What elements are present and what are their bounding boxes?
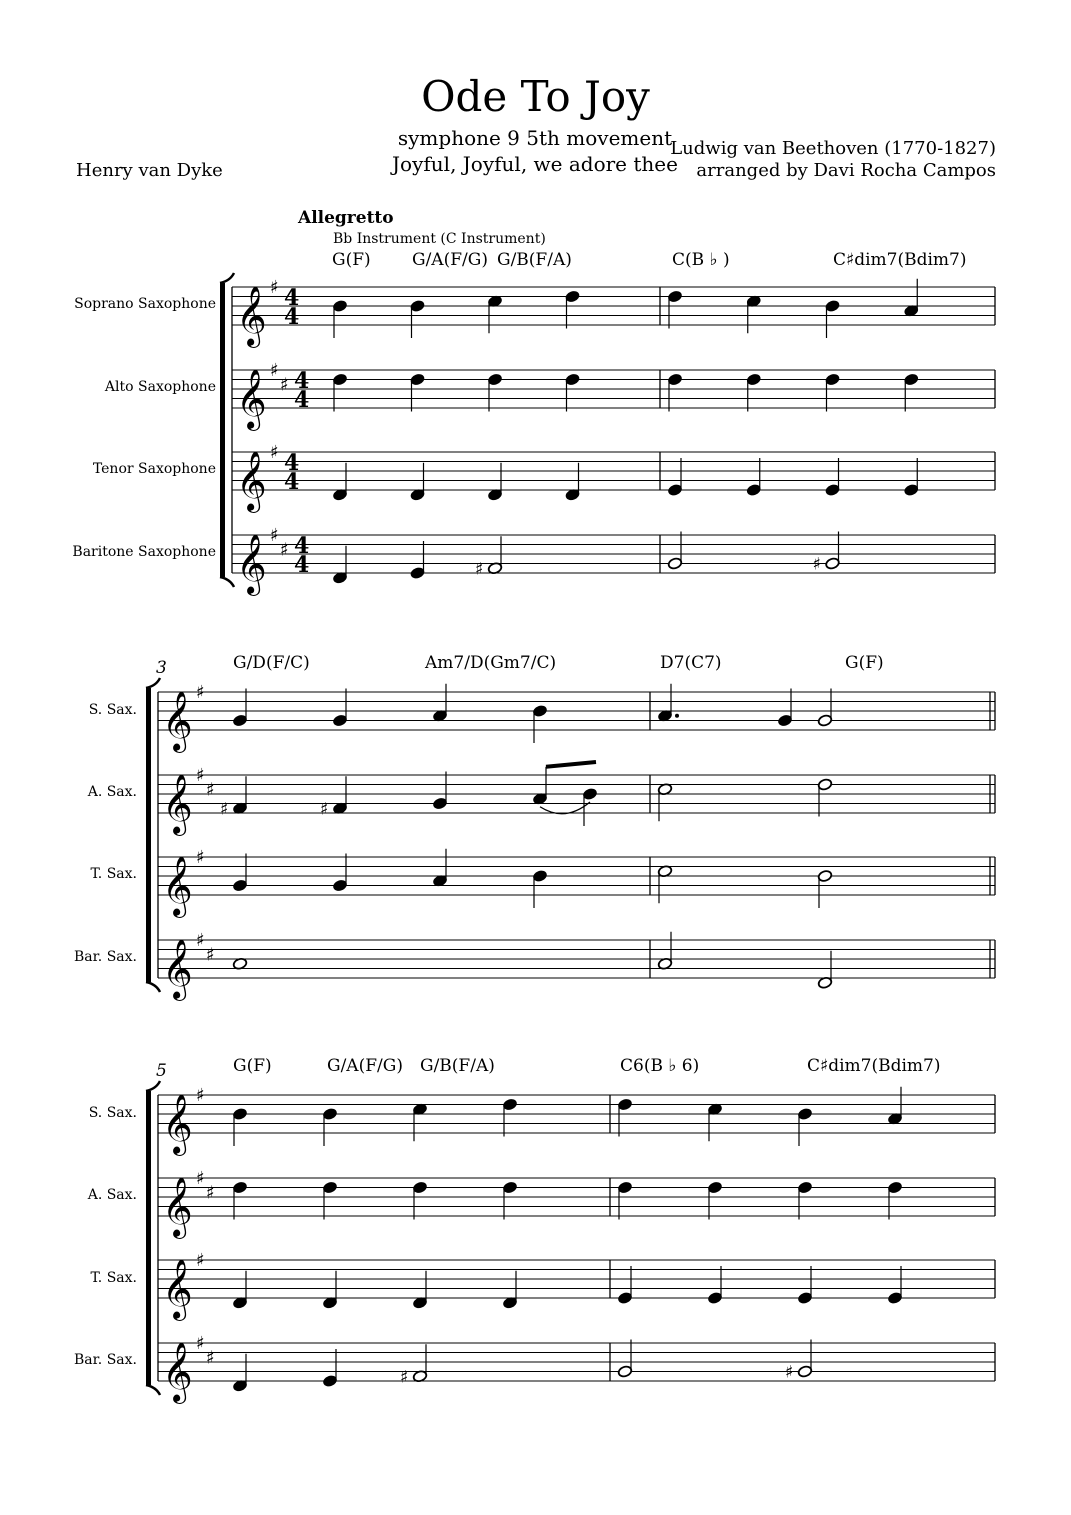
instrument-name: Bar. Sax. — [74, 949, 137, 965]
notehead — [617, 1365, 632, 1378]
tempo-marking: Allegretto — [298, 208, 394, 228]
notehead — [322, 1181, 337, 1194]
bracket-bottom-hook — [146, 982, 160, 992]
bracket-bottom-hook — [146, 1385, 160, 1395]
accidental-sharp: ♯ — [812, 554, 821, 575]
instrument-name: A. Sax. — [87, 784, 137, 800]
notehead — [410, 566, 425, 579]
key-signature-sharp: ♯ — [196, 765, 205, 786]
notehead — [410, 299, 425, 312]
chord-symbol: D7(C7) — [660, 653, 722, 673]
notehead — [825, 299, 840, 312]
treble-clef-icon: 𝄞 — [162, 1177, 193, 1237]
chord-symbol: G/A(F/G) — [327, 1056, 403, 1076]
key-signature-sharp: ♯ — [196, 682, 205, 703]
score-subtitle-1: symphone 9 5th movement — [397, 126, 673, 150]
notehead — [797, 1107, 812, 1120]
notehead — [667, 290, 682, 303]
notehead — [887, 1291, 902, 1304]
chord-symbol: G/A(F/G) — [412, 250, 488, 270]
notehead — [332, 714, 347, 727]
notehead — [797, 1365, 812, 1378]
treble-clef-icon: 𝄞 — [236, 369, 267, 429]
accidental-sharp: ♯ — [320, 799, 329, 820]
notehead — [746, 483, 761, 496]
accidental-sharp: ♯ — [475, 559, 484, 580]
chord-symbol: G/B(F/A) — [420, 1056, 495, 1076]
key-signature-sharp: ♯ — [196, 930, 205, 951]
instrument-name: T. Sax. — [90, 1270, 137, 1286]
bracket-top-hook — [220, 273, 234, 283]
treble-clef-icon: 𝄞 — [162, 1342, 193, 1402]
notehead — [332, 373, 347, 386]
notehead — [502, 1181, 517, 1194]
notehead — [707, 1181, 722, 1194]
treble-clef-icon: 𝄞 — [162, 1259, 193, 1319]
notehead — [667, 557, 682, 570]
treble-clef-icon: 𝄞 — [162, 774, 193, 834]
notehead — [817, 714, 832, 727]
key-signature-sharp: ♯ — [280, 539, 289, 561]
notehead — [817, 869, 832, 882]
notehead — [232, 1107, 247, 1120]
accidental-sharp: ♯ — [220, 799, 229, 820]
notehead — [617, 1098, 632, 1111]
time-signature-top: 4 — [284, 450, 300, 476]
instrument-name: Baritone Saxophone — [72, 544, 216, 560]
chord-symbol: G/B(F/A) — [497, 250, 572, 270]
system-bracket — [146, 1091, 151, 1385]
key-signature-sharp: ♯ — [270, 442, 279, 463]
time-signature-bottom: 4 — [294, 552, 310, 578]
key-signature-sharp: ♯ — [280, 374, 289, 396]
notehead — [332, 299, 347, 312]
notehead — [904, 373, 919, 386]
instrument-name: Bar. Sax. — [74, 1352, 137, 1368]
time-signature-top: 4 — [294, 368, 310, 394]
chord-symbol: C♯dim7(Bdim7) — [807, 1056, 941, 1076]
chord-symbol: Am7/D(Gm7/C) — [425, 653, 557, 673]
notehead — [817, 778, 832, 791]
notehead — [412, 1181, 427, 1194]
score-subtitle-2: Joyful, Joyful, we adore thee — [392, 152, 678, 176]
notehead — [667, 483, 682, 496]
notehead — [322, 1107, 337, 1120]
time-signature-top: 4 — [284, 285, 300, 311]
instrument-hint: Bb Instrument (C Instrument) — [333, 231, 546, 247]
measure-number: 5 — [156, 1061, 167, 1081]
time-signature-top: 4 — [294, 533, 310, 559]
notehead — [565, 290, 580, 303]
system-bracket — [146, 688, 151, 982]
chord-symbol: C(B ♭ ) — [672, 250, 730, 270]
chord-symbol: C♯dim7(Bdim7) — [833, 250, 967, 270]
notehead — [887, 1181, 902, 1194]
notehead — [904, 483, 919, 496]
notehead — [582, 787, 597, 800]
treble-clef-icon: 𝄞 — [236, 534, 267, 594]
key-signature-sharp: ♯ — [270, 360, 279, 381]
notehead — [825, 483, 840, 496]
chord-symbol: G(F) — [332, 250, 371, 270]
measure-number: 3 — [156, 658, 167, 678]
key-signature-sharp: ♯ — [196, 1250, 205, 1271]
treble-clef-icon: 𝄞 — [162, 939, 193, 999]
notehead — [410, 373, 425, 386]
note-beam — [546, 762, 596, 767]
instrument-name: Alto Saxophone — [104, 379, 216, 395]
notehead — [565, 373, 580, 386]
notehead — [502, 1098, 517, 1111]
bracket-bottom-hook — [220, 577, 234, 587]
accidental-sharp: ♯ — [785, 1362, 794, 1383]
notehead — [232, 714, 247, 727]
key-signature-sharp: ♯ — [206, 944, 215, 966]
score-title: Ode To Joy — [421, 72, 650, 121]
bracket-top-hook — [146, 678, 160, 688]
instrument-name: Tenor Saxophone — [92, 461, 216, 477]
notehead — [825, 557, 840, 570]
instrument-name: T. Sax. — [90, 866, 137, 882]
time-signature-bottom: 4 — [284, 304, 300, 330]
notehead — [777, 714, 792, 727]
poet-credit: Henry van Dyke — [76, 160, 223, 181]
key-signature-sharp: ♯ — [196, 1333, 205, 1354]
notehead — [617, 1181, 632, 1194]
system-bracket — [220, 283, 225, 577]
composer-credit: Ludwig van Beethoven (1770-1827) — [670, 138, 996, 159]
treble-clef-icon: 𝄞 — [162, 856, 193, 916]
key-signature-sharp: ♯ — [196, 1168, 205, 1189]
notehead — [487, 373, 502, 386]
key-signature-sharp: ♯ — [270, 277, 279, 298]
chord-symbol: G(F) — [233, 1056, 272, 1076]
key-signature-sharp: ♯ — [206, 1182, 215, 1204]
time-signature-bottom: 4 — [284, 469, 300, 495]
instrument-name: Soprano Saxophone — [74, 296, 216, 312]
notehead — [667, 373, 682, 386]
chord-symbol: G/D(F/C) — [233, 653, 310, 673]
chord-symbol: G(F) — [845, 653, 884, 673]
bracket-top-hook — [146, 1081, 160, 1091]
notehead — [707, 1291, 722, 1304]
notehead — [532, 869, 547, 882]
time-signature-bottom: 4 — [294, 387, 310, 413]
treble-clef-icon: 𝄞 — [236, 451, 267, 511]
accidental-sharp: ♯ — [400, 1367, 409, 1388]
key-signature-sharp: ♯ — [206, 1347, 215, 1369]
instrument-name: A. Sax. — [87, 1187, 137, 1203]
chord-symbol: C6(B ♭ 6) — [620, 1056, 700, 1076]
notehead — [797, 1181, 812, 1194]
notehead — [532, 704, 547, 717]
key-signature-sharp: ♯ — [270, 525, 279, 546]
arranger-credit: arranged by Davi Rocha Campos — [696, 160, 996, 181]
augmentation-dot — [675, 714, 679, 718]
treble-clef-icon: 𝄞 — [162, 1094, 193, 1154]
key-signature-sharp: ♯ — [206, 779, 215, 801]
notehead — [232, 879, 247, 892]
notehead — [797, 1291, 812, 1304]
notehead — [746, 373, 761, 386]
treble-clef-icon: 𝄞 — [236, 286, 267, 346]
notehead — [825, 373, 840, 386]
notehead — [617, 1291, 632, 1304]
notehead — [322, 1374, 337, 1387]
instrument-name: S. Sax. — [88, 702, 137, 718]
key-signature-sharp: ♯ — [196, 847, 205, 868]
notehead — [332, 879, 347, 892]
instrument-name: S. Sax. — [88, 1105, 137, 1121]
notehead — [232, 1181, 247, 1194]
treble-clef-icon: 𝄞 — [162, 691, 193, 751]
key-signature-sharp: ♯ — [196, 1085, 205, 1106]
notehead — [432, 797, 447, 810]
